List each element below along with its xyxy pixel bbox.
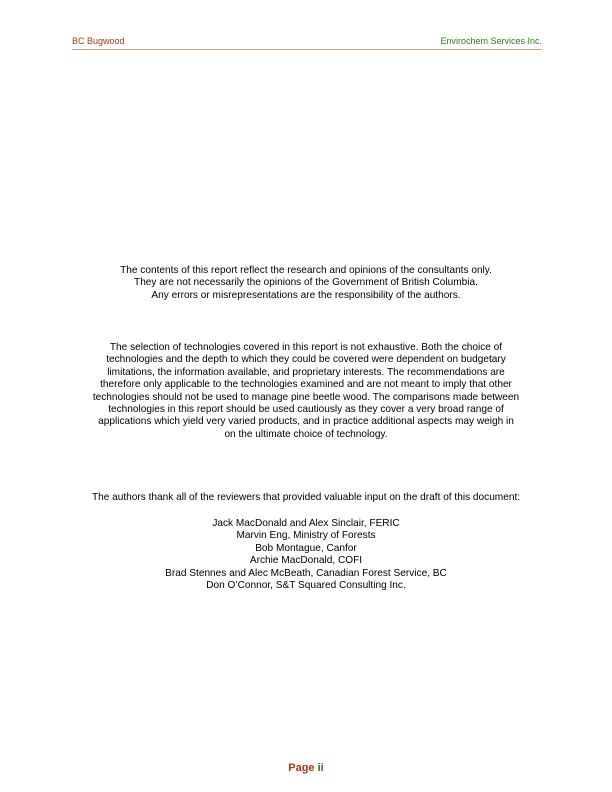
reviewer-item: Brad Stennes and Alec McBeath, Canadian Forest Service, BC	[165, 567, 447, 579]
disclaimer-line: They are not necessarily the opinions of the Government of British Columbia.	[134, 277, 478, 289]
selection-line: The selection of technologies covered in this report is not exhaustive. Both the choice of	[109, 342, 503, 353]
header-title-right: Envirochem Services Inc.	[440, 36, 542, 46]
selection-line: limitations, the information available, and proprietary interests. The recommendations are	[107, 366, 505, 378]
acknowledgement-text: The authors thank all of the reviewers that provided valuable input on the draft of this document:	[91, 492, 521, 503]
disclaimer-line: The contents of this report reflect the research and opinions of the consultants only.	[120, 265, 492, 276]
reviewer-item: Don O’Connor, S&T Squared Consulting Inc.	[206, 580, 406, 592]
page-label: Page	[288, 762, 315, 774]
selection-line: technologies should not be used to manage pine beetle wood. The comparisons made between	[92, 391, 520, 403]
page-footer	[0, 762, 612, 774]
selection-line: technologies in this report should be used cautiously as they cover a very broad range of	[108, 404, 504, 416]
selection-line: applications which yield very varied products, and in practice additional aspects may weigh in	[98, 416, 514, 428]
page-header	[72, 36, 542, 50]
selection-line: technologies and the depth to which they could be covered were dependent on budgetary	[106, 354, 506, 366]
disclaimer-line: Any errors or misrepresentations are the responsibility of the authors.	[151, 289, 461, 301]
disclaimer-paragraph	[66, 265, 546, 302]
acknowledgement-intro	[66, 492, 546, 504]
page-number: ii	[317, 762, 324, 774]
reviewer-item: Marvin Eng, Ministry of Forests	[236, 530, 376, 542]
reviewer-item: Bob Montague, Canfor	[255, 542, 357, 554]
selection-line: therefore only applicable to the technologies examined and are not meant to imply that other	[100, 379, 512, 391]
technology-selection-paragraph	[66, 342, 546, 441]
header-title-left: BC Bugwood	[72, 36, 125, 46]
reviewer-item: Jack MacDonald and Alex Sinclair, FERIC	[212, 518, 400, 529]
selection-line: on the ultimate choice of technology.	[224, 428, 388, 440]
reviewer-list	[66, 518, 546, 592]
reviewer-item: Archie MacDonald, COFI	[249, 555, 363, 567]
